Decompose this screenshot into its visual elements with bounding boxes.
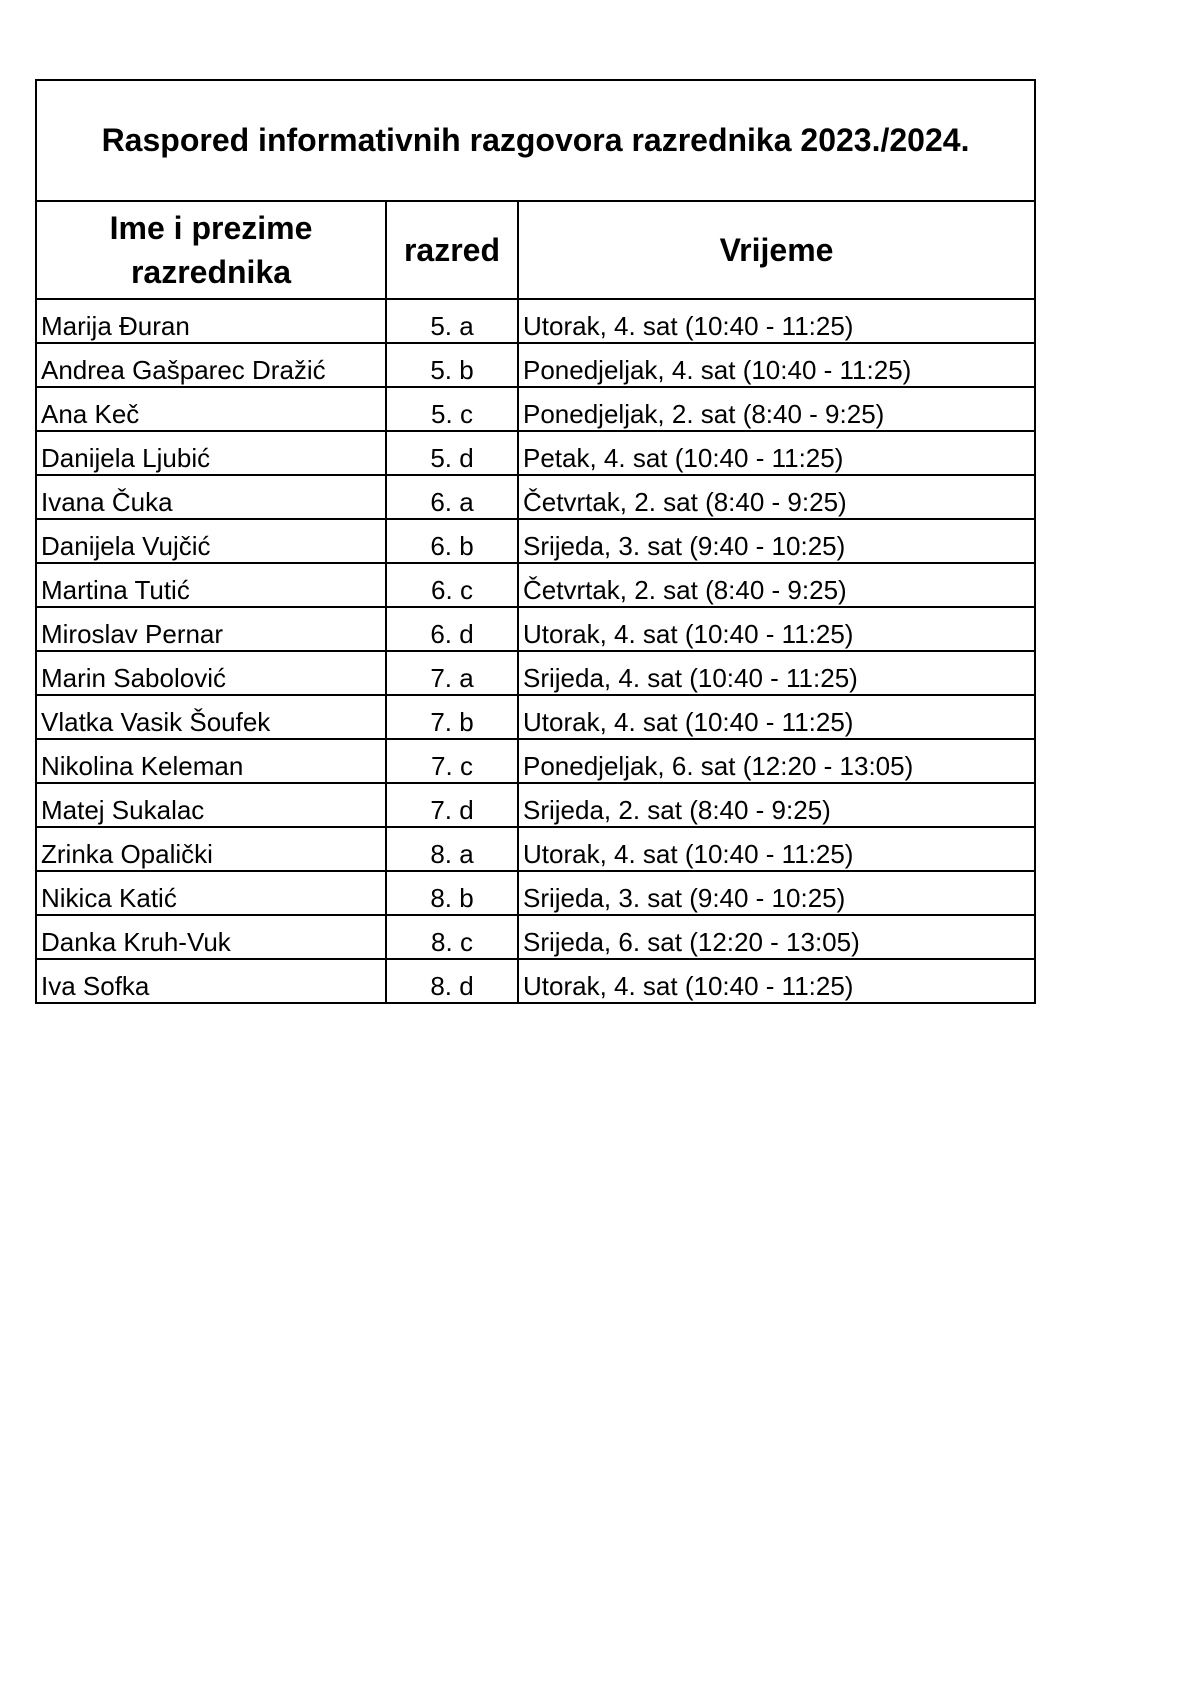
table-row: [36, 343, 1035, 387]
time-cell: Petak, 4. sat (10:40 - 11:25): [518, 431, 1035, 475]
teacher-name-cell: Ivana Čuka: [36, 475, 386, 519]
table-row: [36, 739, 1035, 783]
class-cell: 6. a: [386, 475, 518, 519]
table-row: [36, 475, 1035, 519]
header-name-label: Ime i prezime razrednika: [109, 210, 313, 290]
time-cell: Utorak, 4. sat (10:40 - 11:25): [518, 695, 1035, 739]
class-cell: 6. b: [386, 519, 518, 563]
class-cell: 5. b: [386, 343, 518, 387]
time-cell: Srijeda, 2. sat (8:40 - 9:25): [518, 783, 1035, 827]
table-row: [36, 387, 1035, 431]
time-cell: Srijeda, 3. sat (9:40 - 10:25): [518, 519, 1035, 563]
class-cell: 8. b: [386, 871, 518, 915]
teacher-name-cell: Iva Sofka: [36, 959, 386, 1003]
time-cell: Srijeda, 4. sat (10:40 - 11:25): [518, 651, 1035, 695]
time-cell: Ponedjeljak, 2. sat (8:40 - 9:25): [518, 387, 1035, 431]
teacher-name-cell: Andrea Gašparec Dražić: [36, 343, 386, 387]
class-cell: 8. d: [386, 959, 518, 1003]
table-row: [36, 827, 1035, 871]
teacher-name-cell: Danka Kruh-Vuk: [36, 915, 386, 959]
table-row: [36, 871, 1035, 915]
table-row: [36, 695, 1035, 739]
table-row: [36, 783, 1035, 827]
teacher-name-cell: Miroslav Pernar: [36, 607, 386, 651]
table-row: [36, 959, 1035, 1003]
schedule-rows: [36, 299, 1035, 1003]
teacher-name-cell: Nikica Katić: [36, 871, 386, 915]
schedule-table: [35, 79, 1036, 1004]
time-cell: Ponedjeljak, 4. sat (10:40 - 11:25): [518, 343, 1035, 387]
class-cell: 7. c: [386, 739, 518, 783]
table-row: [36, 299, 1035, 343]
table-row: [36, 651, 1035, 695]
time-cell: Srijeda, 3. sat (9:40 - 10:25): [518, 871, 1035, 915]
teacher-name-cell: Zrinka Opalički: [36, 827, 386, 871]
class-cell: 7. b: [386, 695, 518, 739]
time-cell: Utorak, 4. sat (10:40 - 11:25): [518, 299, 1035, 343]
time-cell: Četvrtak, 2. sat (8:40 - 9:25): [518, 563, 1035, 607]
teacher-name-cell: Marija Đuran: [36, 299, 386, 343]
table-row: [36, 607, 1035, 651]
time-cell: Utorak, 4. sat (10:40 - 11:25): [518, 959, 1035, 1003]
teacher-name-cell: Nikolina Keleman: [36, 739, 386, 783]
time-cell: Utorak, 4. sat (10:40 - 11:25): [518, 607, 1035, 651]
time-cell: Četvrtak, 2. sat (8:40 - 9:25): [518, 475, 1035, 519]
teacher-name-cell: Danijela Vujčić: [36, 519, 386, 563]
header-name: [36, 201, 386, 299]
time-cell: Utorak, 4. sat (10:40 - 11:25): [518, 827, 1035, 871]
table-row: [36, 563, 1035, 607]
teacher-name-cell: Matej Sukalac: [36, 783, 386, 827]
time-cell: Srijeda, 6. sat (12:20 - 13:05): [518, 915, 1035, 959]
class-cell: 8. a: [386, 827, 518, 871]
teacher-name-cell: Martina Tutić: [36, 563, 386, 607]
teacher-name-cell: Danijela Ljubić: [36, 431, 386, 475]
teacher-name-cell: Marin Sabolović: [36, 651, 386, 695]
class-cell: 5. a: [386, 299, 518, 343]
table-row: [36, 519, 1035, 563]
table-row: [36, 915, 1035, 959]
teacher-name-cell: Vlatka Vasik Šoufek: [36, 695, 386, 739]
class-cell: 7. a: [386, 651, 518, 695]
time-cell: Ponedjeljak, 6. sat (12:20 - 13:05): [518, 739, 1035, 783]
class-cell: 6. c: [386, 563, 518, 607]
document-title: Raspored informativnih razgovora razrednika 2023./2024.: [36, 80, 1035, 201]
class-cell: 7. d: [386, 783, 518, 827]
class-cell: 8. c: [386, 915, 518, 959]
header-time: Vrijeme: [518, 201, 1035, 299]
class-cell: 5. d: [386, 431, 518, 475]
header-class: razred: [386, 201, 518, 299]
class-cell: 6. d: [386, 607, 518, 651]
table-row: [36, 431, 1035, 475]
class-cell: 5. c: [386, 387, 518, 431]
teacher-name-cell: Ana Keč: [36, 387, 386, 431]
